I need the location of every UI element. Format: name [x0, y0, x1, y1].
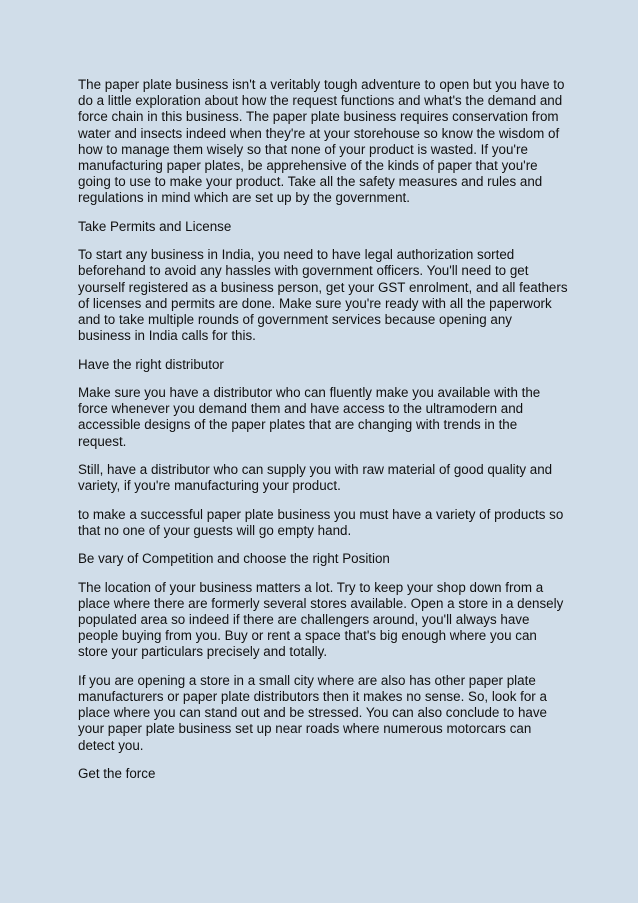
intro-paragraph: The paper plate business isn't a veritably tough adventure to open but you have to do a little exploration about how the request functions and what's the demand and force chain in this business. The paper plate business requires conservation from water and insects indeed when they're at your storehouse so know the wisdom of how to manage them wisely so that none of your product is wasted. If you're manufacturing paper plates, be apprehensive of the kinds of paper that you're going to use to make your product. Take all the safety measures and rules and regulations in mind which are set up by the government. — [78, 77, 565, 206]
heading-right-distributor: Have the right distributor — [78, 356, 224, 372]
heading-get-the-force: Get the force — [78, 765, 156, 781]
heading-competition-position: Be vary of Competition and choose the right Position — [78, 551, 390, 567]
location-paragraph: The location of your business matters a lot. Try to keep your shop down from a place where there are formerly several stores available. Open a store in a densely populated area so indeed if there are challengers around, you'll always have people buying from you. Buy or rent a space that's big enough where you can store your particulars precisely and totally. — [78, 579, 564, 660]
small-city-paragraph: If you are opening a store in a small city where are also has other paper plate manufacturers or paper plate distributors then it makes no sense. So, look for a place where you can stand out and be stressed. You can also conclude to have your paper plate business set up near roads where numerous motorcars can detect you. — [78, 672, 547, 753]
document-body — [78, 77, 568, 794]
distributor-paragraph: Make sure you have a distributor who can fluently make you available with the force whenever you demand them and have access to the ultramodern and accessible designs of the paper plates that are changing with trends in the request. — [78, 385, 541, 449]
heading-permits-license: Take Permits and License — [78, 218, 232, 234]
raw-material-paragraph: Still, have a distributor who can supply you with raw material of good quality and variety, if you're manufacturing your product. — [78, 462, 553, 494]
permits-paragraph: To start any business in India, you need to have legal authorization sorted beforehand to avoid any hassles with government officers. You'll need to get yourself registered as a business person, get your GST enrolment, and all feathers of licenses and permits are done. Make sure you're ready with all the paperwork and to take multiple rounds of government services because opening any business in India calls for this. — [78, 247, 568, 344]
variety-paragraph: to make a successful paper plate business you must have a variety of products so that no one of your guests will go empty hand. — [78, 506, 564, 538]
